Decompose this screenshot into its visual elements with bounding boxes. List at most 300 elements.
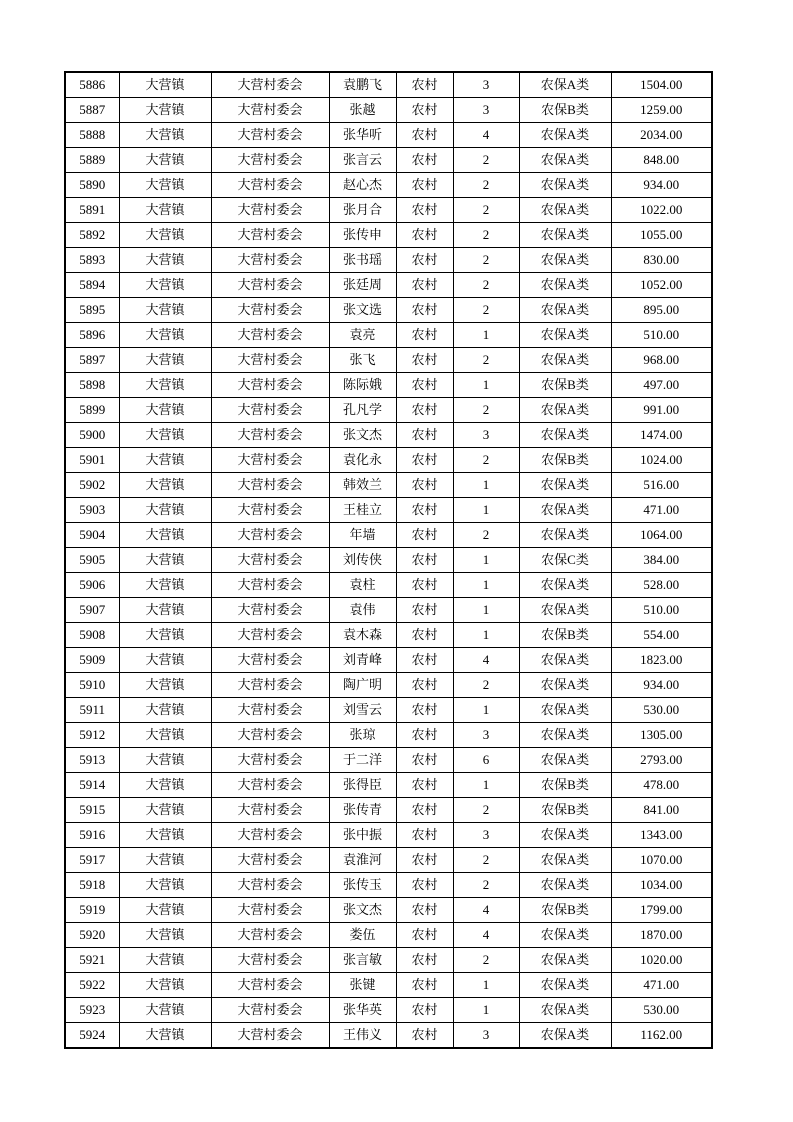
- cell-household-type: 农村: [396, 773, 453, 798]
- cell-village-committee: 大营村委会: [211, 273, 329, 298]
- cell-person-count: 6: [453, 748, 519, 773]
- table-row: [65, 898, 712, 923]
- cell-amount: 554.00: [611, 623, 712, 648]
- cell-insurance-category: 农保A类: [519, 323, 611, 348]
- cell-household-type: 农村: [396, 72, 453, 98]
- cell-household-type: 农村: [396, 323, 453, 348]
- cell-record-id: 5911: [65, 698, 119, 723]
- cell-insurance-category: 农保A类: [519, 72, 611, 98]
- cell-person-count: 4: [453, 648, 519, 673]
- cell-person-count: 2: [453, 248, 519, 273]
- cell-insurance-category: 农保A类: [519, 473, 611, 498]
- cell-amount: 528.00: [611, 573, 712, 598]
- cell-village-committee: 大营村委会: [211, 548, 329, 573]
- cell-insurance-category: 农保A类: [519, 198, 611, 223]
- cell-record-id: 5895: [65, 298, 119, 323]
- cell-household-type: 农村: [396, 573, 453, 598]
- cell-record-id: 5899: [65, 398, 119, 423]
- cell-person-count: 2: [453, 398, 519, 423]
- cell-village-committee: 大营村委会: [211, 473, 329, 498]
- cell-person-count: 2: [453, 798, 519, 823]
- cell-amount: 530.00: [611, 698, 712, 723]
- cell-amount: 1055.00: [611, 223, 712, 248]
- cell-record-id: 5897: [65, 348, 119, 373]
- cell-village-committee: 大营村委会: [211, 448, 329, 473]
- cell-amount: 516.00: [611, 473, 712, 498]
- cell-person-count: 1: [453, 473, 519, 498]
- cell-village-committee: 大营村委会: [211, 148, 329, 173]
- cell-household-type: 农村: [396, 273, 453, 298]
- cell-insurance-category: 农保B类: [519, 898, 611, 923]
- cell-town: 大营镇: [119, 973, 211, 998]
- cell-village-committee: 大营村委会: [211, 648, 329, 673]
- cell-amount: 841.00: [611, 798, 712, 823]
- cell-amount: 1870.00: [611, 923, 712, 948]
- cell-household-type: 农村: [396, 548, 453, 573]
- cell-record-id: 5905: [65, 548, 119, 573]
- cell-town: 大营镇: [119, 273, 211, 298]
- cell-person-name: 张言敏: [329, 948, 396, 973]
- table-row: [65, 623, 712, 648]
- cell-insurance-category: 农保B类: [519, 373, 611, 398]
- cell-amount: 830.00: [611, 248, 712, 273]
- cell-person-name: 张言云: [329, 148, 396, 173]
- cell-village-committee: 大营村委会: [211, 873, 329, 898]
- cell-household-type: 农村: [396, 723, 453, 748]
- cell-person-name: 韩效兰: [329, 473, 396, 498]
- cell-insurance-category: 农保B类: [519, 623, 611, 648]
- cell-village-committee: 大营村委会: [211, 373, 329, 398]
- cell-person-count: 1: [453, 698, 519, 723]
- cell-amount: 991.00: [611, 398, 712, 423]
- cell-record-id: 5912: [65, 723, 119, 748]
- table-row: [65, 98, 712, 123]
- cell-amount: 895.00: [611, 298, 712, 323]
- cell-amount: 471.00: [611, 973, 712, 998]
- cell-person-name: 袁淮河: [329, 848, 396, 873]
- cell-record-id: 5913: [65, 748, 119, 773]
- cell-amount: 968.00: [611, 348, 712, 373]
- cell-village-committee: 大营村委会: [211, 398, 329, 423]
- cell-record-id: 5889: [65, 148, 119, 173]
- cell-insurance-category: 农保A类: [519, 248, 611, 273]
- cell-village-committee: 大营村委会: [211, 173, 329, 198]
- cell-person-name: 张越: [329, 98, 396, 123]
- table-row: [65, 798, 712, 823]
- cell-record-id: 5924: [65, 1023, 119, 1049]
- cell-village-committee: 大营村委会: [211, 198, 329, 223]
- cell-insurance-category: 农保A类: [519, 148, 611, 173]
- table-row: [65, 548, 712, 573]
- cell-person-count: 3: [453, 723, 519, 748]
- cell-town: 大营镇: [119, 698, 211, 723]
- cell-person-name: 王桂立: [329, 498, 396, 523]
- cell-amount: 1259.00: [611, 98, 712, 123]
- records-table: [64, 71, 713, 1049]
- cell-household-type: 农村: [396, 748, 453, 773]
- table-row: [65, 998, 712, 1023]
- cell-amount: 1799.00: [611, 898, 712, 923]
- cell-town: 大营镇: [119, 448, 211, 473]
- table-row: [65, 423, 712, 448]
- cell-person-count: 1: [453, 598, 519, 623]
- cell-household-type: 农村: [396, 923, 453, 948]
- cell-record-id: 5906: [65, 573, 119, 598]
- table-row: [65, 473, 712, 498]
- cell-person-name: 张文选: [329, 298, 396, 323]
- cell-person-count: 2: [453, 173, 519, 198]
- cell-record-id: 5891: [65, 198, 119, 223]
- table-row: [65, 873, 712, 898]
- table-row: [65, 198, 712, 223]
- cell-amount: 1305.00: [611, 723, 712, 748]
- cell-person-name: 张月合: [329, 198, 396, 223]
- cell-insurance-category: 农保B类: [519, 448, 611, 473]
- cell-household-type: 农村: [396, 648, 453, 673]
- cell-town: 大营镇: [119, 648, 211, 673]
- cell-insurance-category: 农保C类: [519, 548, 611, 573]
- cell-person-name: 王伟义: [329, 1023, 396, 1049]
- cell-household-type: 农村: [396, 973, 453, 998]
- cell-person-name: 刘青峰: [329, 648, 396, 673]
- cell-record-id: 5921: [65, 948, 119, 973]
- cell-insurance-category: 农保B类: [519, 798, 611, 823]
- cell-town: 大营镇: [119, 773, 211, 798]
- cell-household-type: 农村: [396, 298, 453, 323]
- table-row: [65, 148, 712, 173]
- cell-town: 大营镇: [119, 348, 211, 373]
- table-row: [65, 348, 712, 373]
- cell-household-type: 农村: [396, 998, 453, 1023]
- cell-household-type: 农村: [396, 823, 453, 848]
- cell-household-type: 农村: [396, 248, 453, 273]
- cell-person-count: 2: [453, 848, 519, 873]
- table-row: [65, 373, 712, 398]
- table-row: [65, 923, 712, 948]
- table-row: [65, 273, 712, 298]
- cell-person-name: 张得臣: [329, 773, 396, 798]
- cell-insurance-category: 农保A类: [519, 123, 611, 148]
- cell-village-committee: 大营村委会: [211, 923, 329, 948]
- cell-household-type: 农村: [396, 598, 453, 623]
- table-row: [65, 498, 712, 523]
- table-row: [65, 72, 712, 98]
- cell-person-count: 2: [453, 198, 519, 223]
- cell-amount: 1052.00: [611, 273, 712, 298]
- cell-person-count: 2: [453, 223, 519, 248]
- cell-record-id: 5918: [65, 873, 119, 898]
- cell-household-type: 农村: [396, 623, 453, 648]
- cell-village-committee: 大营村委会: [211, 348, 329, 373]
- cell-person-name: 刘雪云: [329, 698, 396, 723]
- table-row: [65, 698, 712, 723]
- cell-village-committee: 大营村委会: [211, 498, 329, 523]
- cell-amount: 497.00: [611, 373, 712, 398]
- cell-person-count: 2: [453, 673, 519, 698]
- cell-village-committee: 大营村委会: [211, 998, 329, 1023]
- cell-person-count: 3: [453, 1023, 519, 1049]
- cell-person-count: 2: [453, 148, 519, 173]
- cell-person-name: 娄伍: [329, 923, 396, 948]
- records-table-body: [65, 72, 712, 1048]
- cell-town: 大营镇: [119, 223, 211, 248]
- cell-person-name: 于二洋: [329, 748, 396, 773]
- cell-insurance-category: 农保A类: [519, 573, 611, 598]
- cell-household-type: 农村: [396, 698, 453, 723]
- cell-person-name: 张华听: [329, 123, 396, 148]
- cell-village-committee: 大营村委会: [211, 323, 329, 348]
- cell-town: 大营镇: [119, 798, 211, 823]
- cell-town: 大营镇: [119, 473, 211, 498]
- cell-person-count: 2: [453, 273, 519, 298]
- cell-town: 大营镇: [119, 598, 211, 623]
- cell-amount: 1504.00: [611, 72, 712, 98]
- cell-record-id: 5887: [65, 98, 119, 123]
- table-row: [65, 448, 712, 473]
- table-row: [65, 773, 712, 798]
- cell-town: 大营镇: [119, 898, 211, 923]
- cell-town: 大营镇: [119, 923, 211, 948]
- cell-household-type: 农村: [396, 523, 453, 548]
- cell-town: 大营镇: [119, 323, 211, 348]
- cell-town: 大营镇: [119, 848, 211, 873]
- cell-town: 大营镇: [119, 723, 211, 748]
- cell-household-type: 农村: [396, 173, 453, 198]
- cell-household-type: 农村: [396, 98, 453, 123]
- table-row: [65, 848, 712, 873]
- cell-household-type: 农村: [396, 498, 453, 523]
- cell-household-type: 农村: [396, 873, 453, 898]
- cell-village-committee: 大营村委会: [211, 98, 329, 123]
- cell-village-committee: 大营村委会: [211, 598, 329, 623]
- cell-town: 大营镇: [119, 398, 211, 423]
- cell-person-name: 张键: [329, 973, 396, 998]
- table-row: [65, 173, 712, 198]
- cell-person-count: 2: [453, 873, 519, 898]
- cell-insurance-category: 农保A类: [519, 223, 611, 248]
- cell-household-type: 农村: [396, 348, 453, 373]
- cell-person-name: 张书瑶: [329, 248, 396, 273]
- cell-insurance-category: 农保A类: [519, 848, 611, 873]
- table-row: [65, 323, 712, 348]
- cell-person-count: 4: [453, 898, 519, 923]
- cell-insurance-category: 农保A类: [519, 273, 611, 298]
- cell-person-name: 陶广明: [329, 673, 396, 698]
- cell-village-committee: 大营村委会: [211, 748, 329, 773]
- cell-village-committee: 大营村委会: [211, 973, 329, 998]
- cell-record-id: 5900: [65, 423, 119, 448]
- cell-record-id: 5896: [65, 323, 119, 348]
- cell-amount: 2034.00: [611, 123, 712, 148]
- cell-person-count: 1: [453, 323, 519, 348]
- cell-person-name: 张华英: [329, 998, 396, 1023]
- cell-insurance-category: 农保A类: [519, 998, 611, 1023]
- cell-village-committee: 大营村委会: [211, 623, 329, 648]
- cell-town: 大营镇: [119, 98, 211, 123]
- cell-insurance-category: 农保A类: [519, 823, 611, 848]
- cell-amount: 510.00: [611, 323, 712, 348]
- cell-person-name: 陈际娥: [329, 373, 396, 398]
- cell-amount: 471.00: [611, 498, 712, 523]
- cell-person-name: 张传玉: [329, 873, 396, 898]
- cell-village-committee: 大营村委会: [211, 248, 329, 273]
- cell-person-name: 张传申: [329, 223, 396, 248]
- cell-amount: 530.00: [611, 998, 712, 1023]
- cell-record-id: 5915: [65, 798, 119, 823]
- cell-person-name: 袁柱: [329, 573, 396, 598]
- cell-record-id: 5903: [65, 498, 119, 523]
- cell-amount: 1064.00: [611, 523, 712, 548]
- cell-person-count: 2: [453, 448, 519, 473]
- cell-person-name: 张琼: [329, 723, 396, 748]
- cell-household-type: 农村: [396, 223, 453, 248]
- cell-town: 大营镇: [119, 198, 211, 223]
- table-row: [65, 248, 712, 273]
- cell-amount: 848.00: [611, 148, 712, 173]
- cell-village-committee: 大营村委会: [211, 948, 329, 973]
- cell-record-id: 5907: [65, 598, 119, 623]
- cell-person-count: 2: [453, 348, 519, 373]
- cell-village-committee: 大营村委会: [211, 898, 329, 923]
- cell-town: 大营镇: [119, 673, 211, 698]
- cell-household-type: 农村: [396, 473, 453, 498]
- cell-town: 大营镇: [119, 173, 211, 198]
- cell-household-type: 农村: [396, 123, 453, 148]
- cell-insurance-category: 农保A类: [519, 648, 611, 673]
- cell-amount: 1020.00: [611, 948, 712, 973]
- table-row: [65, 723, 712, 748]
- cell-amount: 1034.00: [611, 873, 712, 898]
- cell-town: 大营镇: [119, 148, 211, 173]
- cell-insurance-category: 农保A类: [519, 523, 611, 548]
- cell-town: 大营镇: [119, 123, 211, 148]
- cell-insurance-category: 农保A类: [519, 673, 611, 698]
- cell-person-count: 1: [453, 373, 519, 398]
- cell-person-count: 1: [453, 773, 519, 798]
- cell-village-committee: 大营村委会: [211, 72, 329, 98]
- cell-amount: 934.00: [611, 173, 712, 198]
- cell-town: 大营镇: [119, 998, 211, 1023]
- cell-record-id: 5919: [65, 898, 119, 923]
- cell-town: 大营镇: [119, 248, 211, 273]
- cell-person-name: 年墙: [329, 523, 396, 548]
- cell-person-count: 1: [453, 573, 519, 598]
- table-row: [65, 748, 712, 773]
- cell-person-count: 3: [453, 823, 519, 848]
- cell-person-count: 1: [453, 623, 519, 648]
- cell-record-id: 5902: [65, 473, 119, 498]
- table-row: [65, 823, 712, 848]
- cell-person-name: 张传青: [329, 798, 396, 823]
- cell-person-name: 袁伟: [329, 598, 396, 623]
- cell-town: 大营镇: [119, 548, 211, 573]
- cell-household-type: 农村: [396, 448, 453, 473]
- cell-household-type: 农村: [396, 398, 453, 423]
- cell-person-count: 1: [453, 998, 519, 1023]
- cell-household-type: 农村: [396, 898, 453, 923]
- cell-village-committee: 大营村委会: [211, 423, 329, 448]
- cell-record-id: 5910: [65, 673, 119, 698]
- cell-town: 大营镇: [119, 873, 211, 898]
- table-row: [65, 223, 712, 248]
- cell-town: 大营镇: [119, 748, 211, 773]
- cell-village-committee: 大营村委会: [211, 798, 329, 823]
- cell-household-type: 农村: [396, 1023, 453, 1049]
- cell-amount: 1162.00: [611, 1023, 712, 1049]
- cell-village-committee: 大营村委会: [211, 698, 329, 723]
- cell-amount: 2793.00: [611, 748, 712, 773]
- cell-amount: 1022.00: [611, 198, 712, 223]
- cell-person-name: 张飞: [329, 348, 396, 373]
- cell-person-name: 刘传侠: [329, 548, 396, 573]
- cell-town: 大营镇: [119, 823, 211, 848]
- cell-village-committee: 大营村委会: [211, 123, 329, 148]
- cell-household-type: 农村: [396, 848, 453, 873]
- cell-amount: 510.00: [611, 598, 712, 623]
- cell-village-committee: 大营村委会: [211, 573, 329, 598]
- cell-person-count: 2: [453, 948, 519, 973]
- cell-record-id: 5908: [65, 623, 119, 648]
- cell-person-count: 1: [453, 973, 519, 998]
- cell-person-name: 孔凡学: [329, 398, 396, 423]
- cell-person-count: 4: [453, 123, 519, 148]
- table-row: [65, 298, 712, 323]
- cell-amount: 1070.00: [611, 848, 712, 873]
- cell-amount: 478.00: [611, 773, 712, 798]
- cell-amount: 1343.00: [611, 823, 712, 848]
- cell-insurance-category: 农保A类: [519, 598, 611, 623]
- cell-village-committee: 大营村委会: [211, 848, 329, 873]
- cell-record-id: 5909: [65, 648, 119, 673]
- cell-insurance-category: 农保A类: [519, 873, 611, 898]
- cell-insurance-category: 农保B类: [519, 98, 611, 123]
- table-row: [65, 523, 712, 548]
- cell-village-committee: 大营村委会: [211, 298, 329, 323]
- cell-person-name: 张廷周: [329, 273, 396, 298]
- cell-amount: 934.00: [611, 673, 712, 698]
- table-row: [65, 673, 712, 698]
- cell-record-id: 5892: [65, 223, 119, 248]
- cell-record-id: 5914: [65, 773, 119, 798]
- cell-record-id: 5920: [65, 923, 119, 948]
- cell-person-name: 张中振: [329, 823, 396, 848]
- cell-record-id: 5901: [65, 448, 119, 473]
- cell-person-count: 1: [453, 548, 519, 573]
- cell-village-committee: 大营村委会: [211, 223, 329, 248]
- cell-insurance-category: 农保A类: [519, 698, 611, 723]
- table-row: [65, 1023, 712, 1049]
- table-row: [65, 123, 712, 148]
- cell-insurance-category: 农保A类: [519, 398, 611, 423]
- cell-person-name: 张文杰: [329, 423, 396, 448]
- table-row: [65, 398, 712, 423]
- cell-record-id: 5886: [65, 72, 119, 98]
- cell-household-type: 农村: [396, 673, 453, 698]
- cell-insurance-category: 农保A类: [519, 948, 611, 973]
- cell-person-name: 张文杰: [329, 898, 396, 923]
- cell-record-id: 5923: [65, 998, 119, 1023]
- cell-town: 大营镇: [119, 948, 211, 973]
- cell-town: 大营镇: [119, 423, 211, 448]
- cell-amount: 1823.00: [611, 648, 712, 673]
- cell-insurance-category: 农保A类: [519, 723, 611, 748]
- cell-town: 大营镇: [119, 373, 211, 398]
- table-row: [65, 648, 712, 673]
- cell-village-committee: 大营村委会: [211, 1023, 329, 1049]
- cell-person-name: 袁亮: [329, 323, 396, 348]
- cell-person-count: 2: [453, 523, 519, 548]
- cell-town: 大营镇: [119, 498, 211, 523]
